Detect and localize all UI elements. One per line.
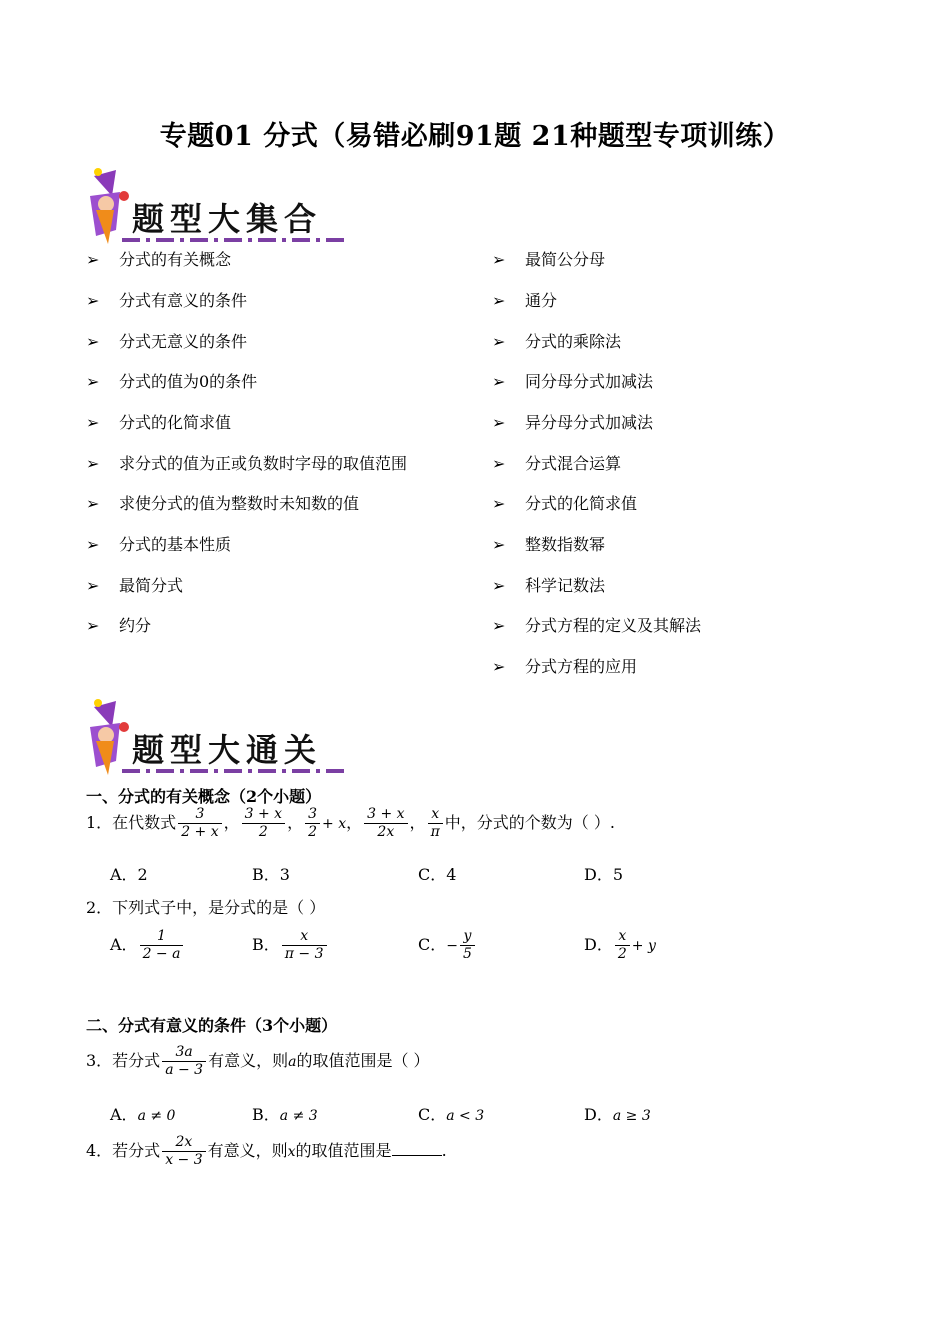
banner-dash-line [122,238,346,242]
arrow-bullet-icon: ➢ [492,616,506,635]
fraction: $\frac{x}{\pi}$ [428,806,443,841]
banner-title: 题型大集合 [132,200,323,238]
question-2: 2．下列式子中，是分式的是（ ） [86,898,326,917]
banner-question-types [86,166,348,248]
fraction: $\frac{2x}{x - 3}$ [162,1134,205,1169]
arrow-bullet-icon: ➢ [86,413,100,432]
arrow-bullet-icon: ➢ [86,576,100,595]
banner-question-practice [86,697,348,779]
arrow-bullet-icon: ➢ [86,454,100,473]
arrow-bullet-icon: ➢ [86,616,100,635]
option-a: A．2 [110,865,148,884]
option-b: B． $\frac{x}{\pi - 3}$ [252,928,329,963]
page-title: 专题01 分式（易错必刷91题 21种题型专项训练） [159,121,791,152]
arrow-bullet-icon: ➢ [492,657,506,676]
option-b: B．a ≠ 3 [252,1105,318,1124]
arrow-bullet-icon: ➢ [86,332,100,351]
option-c: C．a < 3 [418,1105,485,1124]
question-4: 4．若分式 $\frac{2x}{x - 3}$ 有意义，则x的取值范围是 . [86,1134,447,1168]
fraction: $\frac{3a}{a - 3}$ [162,1044,206,1079]
option-a: A．a ≠ 0 [110,1105,176,1124]
option-c: C．4 [418,865,457,884]
arrow-bullet-icon: ➢ [492,291,506,310]
wizard-icon [86,166,138,248]
question-3: 3．若分式 $\frac{3a}{a - 3}$ 有意义，则a的取值范围是（ ） [86,1044,430,1078]
arrow-bullet-icon: ➢ [492,332,506,351]
fraction: $\frac{x}{2}$ [615,928,630,963]
arrow-bullet-icon: ➢ [492,494,506,513]
arrow-bullet-icon: ➢ [86,494,100,513]
fraction: $\frac{3}{2}$ [305,806,320,841]
arrow-bullet-icon: ➢ [86,372,100,391]
arrow-bullet-icon: ➢ [492,372,506,391]
fraction: $\frac{1}{2 - a}$ [140,928,184,963]
option-b: B．3 [252,865,290,884]
fraction: $\frac{3 + x}{2}$ [242,806,285,841]
option-d: D． $\frac{x}{2}$ + y [584,928,656,962]
fraction: $\frac{y}{5}$ [460,928,475,963]
section-heading: 二、分式有意义的条件（3个小题） [86,1016,338,1035]
fraction: $\frac{x}{\pi - 3}$ [282,928,327,963]
arrow-bullet-icon: ➢ [86,535,100,554]
banner-dash-line [122,769,346,773]
arrow-bullet-icon: ➢ [492,535,506,554]
arrow-bullet-icon: ➢ [492,576,506,595]
arrow-bullet-icon: ➢ [86,291,100,310]
banner-title: 题型大通关 [132,731,323,769]
section-heading: 一、分式的有关概念（2个小题） [86,787,322,806]
arrow-bullet-icon: ➢ [492,413,506,432]
fraction: $\frac{3 + x}{2x}$ [364,806,407,841]
option-a: A． $\frac{1}{2 - a}$ [110,928,185,963]
option-d: D．5 [584,865,624,884]
arrow-bullet-icon: ➢ [492,250,506,269]
option-d: D．a ≥ 3 [584,1105,651,1124]
question-1: 1．在代数式 $\frac{3}{2 + x}$ ， $\frac{3 + x}{2}$ ， $\frac{3}{2}$ + x， $\frac{3 + x}{2x}$ ， $\frac{x}{\pi}$ 中，分式的个数为（ ）. [86,806,615,840]
option-c: C．− $\frac{y}{5}$ [418,928,477,963]
arrow-bullet-icon: ➢ [86,250,100,269]
wizard-icon [86,697,138,779]
fraction: $\frac{3}{2 + x}$ [178,806,221,841]
arrow-bullet-icon: ➢ [492,454,506,473]
answer-blank[interactable] [392,1141,442,1156]
